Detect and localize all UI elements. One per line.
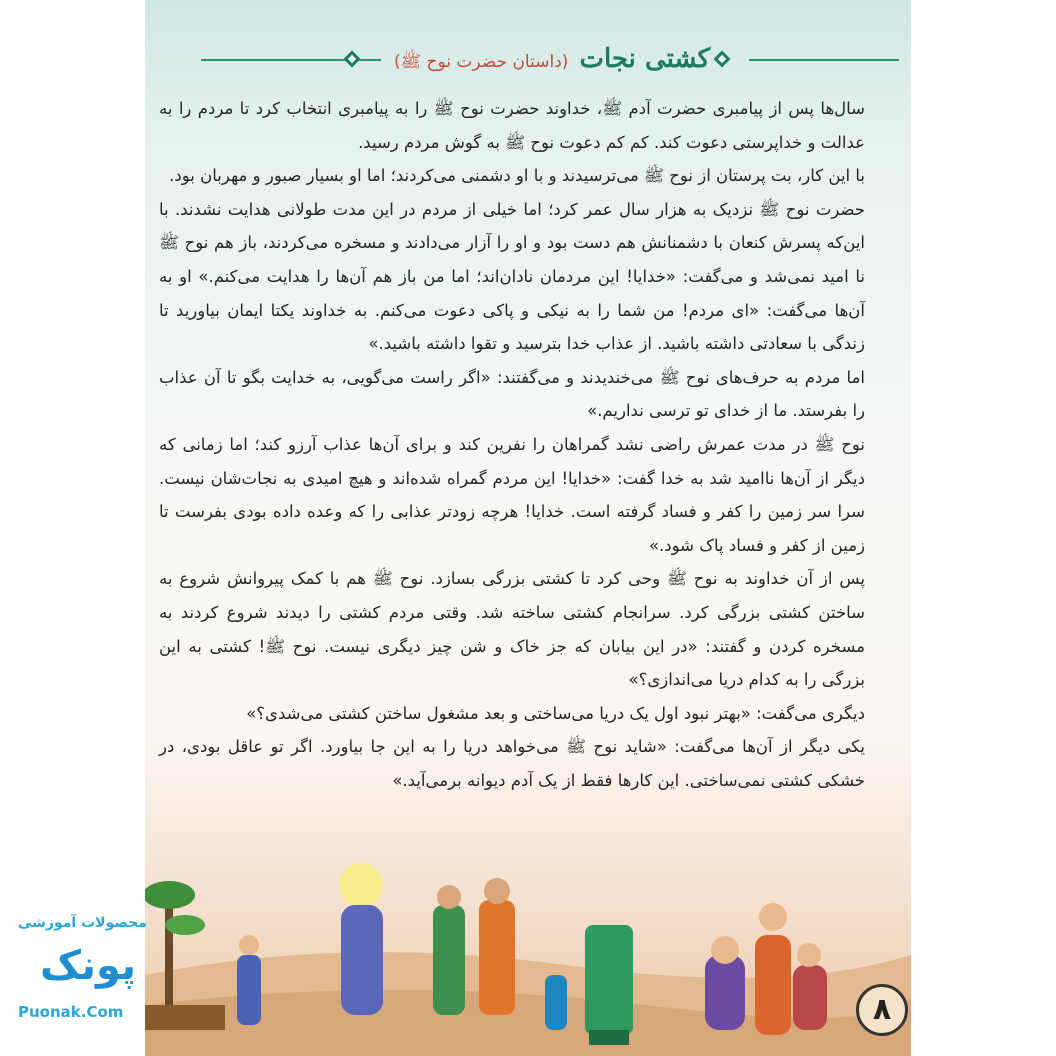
- book-page: [145, 0, 911, 1056]
- watermark-logo: پونک: [40, 943, 137, 989]
- story-text: [159, 92, 865, 797]
- paragraph: حضرت نوح ﷺ نزدیک به هزار سال عمر کرد؛ اما خیلی از مردم در این مدت طولانی هدایت نشدند. با این‌که پسرش کنعان با دشمنانش هم دست بود و او را آزار می‌دادند و مسخره می‌کردند، باز هم نوح ﷺ نا امید نمی‌شد و می‌گفت: «خدایا! این مردمان نادان‌اند؛ اما من باز هم آن‌ها را هدایت می‌کنم.» او به آن‌ها می‌گفت: «ای مردم! من شما را به نیکی و پاکی دعوت می‌کنم. به خداوند یکتا ایمان بیاورید تا زندگی با سعادتی داشته باشید. از عذاب خدا بترسید و تقوا داشته باشید.»: [159, 199, 865, 354]
- page-subtitle: (داستان حضرت نوح ﷺ): [393, 52, 569, 72]
- story-illustration: [145, 855, 911, 1056]
- title-rule-right: [749, 59, 899, 61]
- ornament-right-icon: [711, 48, 733, 70]
- watermark: [10, 905, 150, 1035]
- paragraph: سال‌ها پس از پیامبری حضرت آدم ﷺ، خداوند حضرت نوح ﷺ را به پیامبری انتخاب کرد تا مردم را به عدالت و خداپرستی دعوت کند. کم کم دعوت نوح ﷺ به گوش مردم رسید.: [159, 99, 865, 152]
- watermark-url: Puonak.Com: [18, 1003, 124, 1021]
- title-text: [367, 44, 737, 76]
- paragraph: یکی دیگر از آن‌ها می‌گفت: «شاید نوح ﷺ می‌خواهد دریا را به این جا بیاورد. اگر تو عاقل بودی، در خشکی کشتی نمی‌ساختی. این کارها فقط از یک آدم دیوانه برمی‌آید.»: [159, 737, 865, 790]
- ornament-left-icon: [341, 48, 363, 70]
- paragraph: اما مردم به حرف‌های نوح ﷺ می‌خندیدند و می‌گفتند: «اگر راست می‌گویی، به خدایت بگو تا آن عذاب را بفرستد. ما از خدای تو ترسی نداریم.»: [159, 367, 865, 421]
- paragraph: نوح ﷺ در مدت عمرش راضی نشد گمراهان را نفرین کند و برای آن‌ها عذاب آرزو کند؛ اما زمانی که دیگر از آن‌ها ناامید شد به خدا گفت: «خدایا! این مردم گمراه شده‌اند و هیچ امیدی به نجات‌شان نیست. سرا سر زمین را کفر و فساد گرفته است. خدایا! هرچه زودتر عذابی را که وعده داده بودی بفرست تا زمین از کفر و فساد پاک شود.»: [159, 434, 865, 555]
- paragraph: دیگری می‌گفت: «بهتر نبود اول یک دریا می‌ساختی و بعد مشغول ساختن کشتی می‌شدی؟»: [246, 703, 865, 723]
- title-bar: [145, 40, 911, 80]
- paragraph: با این کار، بت پرستان از نوح ﷺ می‌ترسیدند و با او دشمنی می‌کردند؛ اما او بسیار صبور و مهربان بود.: [169, 166, 865, 186]
- paragraph: پس از آن خداوند به نوح ﷺ وحی کرد تا کشتی بزرگی بسازد. نوح ﷺ هم با کمک پیروانش شروع به ساختن کشتی بزرگی کرد. سرانجام کشتی ساخته شد. وقتی مردم کشتی را دیدند شروع کردند به مسخره کردن و گفتند: «در این بیابان که جز خاک و شن چیز دیگری نیست. نوح ﷺ! کشتی به این بزرگی را به کدام دریا می‌اندازی؟»: [159, 569, 865, 690]
- page-title: کشتی نجات: [579, 44, 711, 74]
- page-number: ۸: [856, 984, 908, 1036]
- watermark-tagline: محصولات آموزشی: [18, 915, 147, 931]
